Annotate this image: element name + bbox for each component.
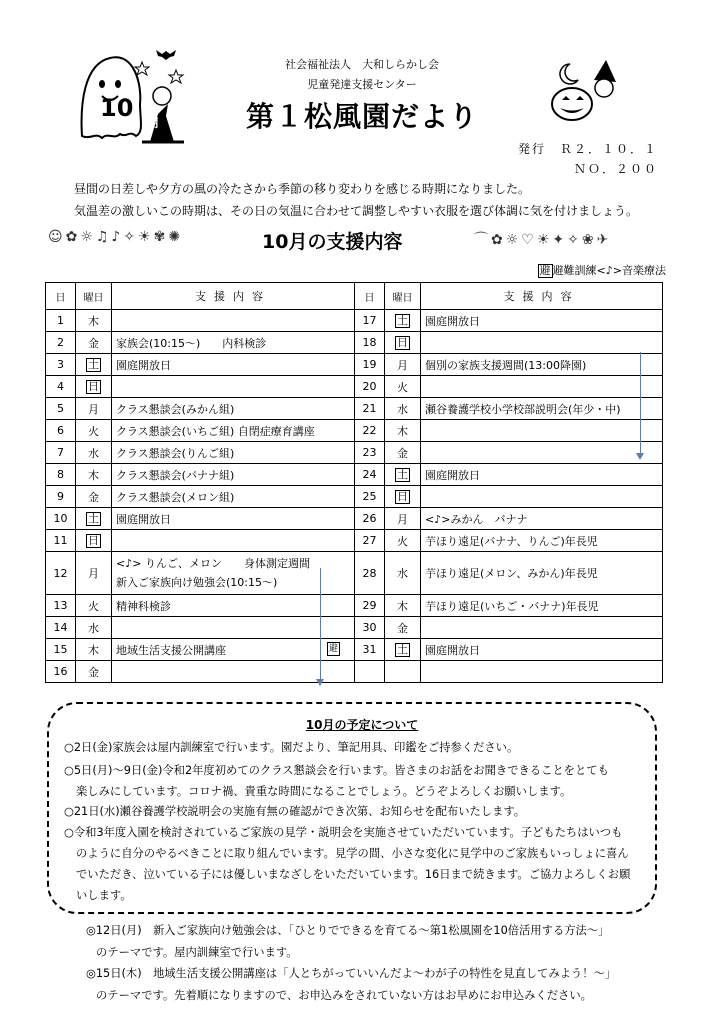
content-text: 個別の家族支援週間(13:00降園) [425, 358, 587, 372]
footer-line: のテーマです。先着順になりますので、お申込みをされていない方はお早めにお申込みください。 [96, 989, 592, 1002]
weekday-cell [76, 530, 112, 552]
table-row [46, 420, 663, 442]
notice-line: でいただき、泣いている子には優しいまなざしをいただいています。16日まで続きます。ご協力よろしくお願 [76, 868, 631, 881]
table-row [46, 486, 663, 508]
weekday-label: 土 [397, 642, 408, 656]
weekday-cell [76, 595, 112, 617]
weekday-label: 月 [88, 567, 99, 580]
content-text: 園庭開放日 [425, 314, 480, 328]
content-cell [421, 530, 663, 552]
day-cell: 9 [46, 486, 76, 508]
content-cell [112, 530, 355, 552]
content-text: クラス懇談会(メロン組) [116, 490, 235, 504]
day-cell: 3 [46, 354, 76, 376]
weekday-label: 火 [397, 534, 408, 548]
header-content: 支援内容 [112, 283, 355, 310]
content-cell [112, 639, 355, 661]
weekday-cell [76, 376, 112, 398]
weekday-label: 金 [397, 446, 408, 460]
content-cell [421, 376, 663, 398]
notice-line: ○21日(水)瀬谷養護学校説明会の実施有無の確認ができ次第、お知らせを配布いたします。 [64, 805, 526, 818]
weekday-cell [385, 552, 421, 595]
day-cell: 22 [355, 420, 385, 442]
header-day: 日 [355, 283, 385, 310]
day-cell: 11 [46, 530, 76, 552]
content-cell [112, 376, 355, 398]
empty-cell [421, 661, 663, 683]
content-cell [421, 552, 663, 595]
content-text: 芋ほり遠足(いちご・バナナ)年長児 [425, 599, 599, 613]
weekday-label: 木 [88, 314, 99, 328]
weekday-label: 土 [88, 511, 99, 525]
empty-cell [355, 661, 385, 683]
weekday-cell [385, 310, 421, 332]
day-cell: 21 [355, 398, 385, 420]
weekday-cell [76, 508, 112, 530]
content-text: クラス懇談会(みかん組) [116, 402, 235, 416]
table-row [46, 530, 663, 552]
footer-line: ◎12日(月) 新入ご家族向け勉強会は、「ひとりでできるを育てる～第1松風園を10倍活用する方法～」 [86, 924, 610, 937]
week-arrow-12 [320, 568, 321, 680]
weekday-label: 火 [88, 599, 99, 613]
table-row [46, 552, 663, 595]
weekday-label: 水 [88, 621, 99, 635]
notice-title: 10月の予定について [305, 718, 419, 732]
table-row [46, 661, 663, 683]
day-cell: 8 [46, 464, 76, 486]
content-cell [112, 420, 355, 442]
content-cell [112, 442, 355, 464]
day-cell: 26 [355, 508, 385, 530]
day-cell: 5 [46, 398, 76, 420]
hat-badge: 月 [148, 116, 161, 130]
content-cell [421, 398, 663, 420]
weekday-label: 火 [88, 424, 99, 438]
decorative-icons-right: ⌒✿☼♡☀✦✧❀✈ [474, 232, 612, 248]
section-title: 10月の支援内容 [262, 231, 403, 253]
day-cell: 27 [355, 530, 385, 552]
header-weekday: 曜日 [385, 283, 421, 310]
intro-line-2: 気温差の激しいこの時期は、その日の気温に合わせて調整しやすい衣服を選び体調に気を付けましょう。 [74, 204, 639, 218]
content-text: 園庭開放日 [425, 643, 480, 657]
weekday-label: 日 [88, 533, 99, 547]
day-cell: 4 [46, 376, 76, 398]
legend [538, 262, 666, 278]
content-cell [421, 420, 663, 442]
day-cell: 15 [46, 639, 76, 661]
notice-line: ○2日(金)家族会は屋内訓練室で行います。園だより、筆記用具、印鑑をご持参ください。 [64, 741, 519, 754]
weekday-cell [385, 617, 421, 639]
day-cell: 7 [46, 442, 76, 464]
weekday-cell [76, 617, 112, 639]
content-text: <♪>みかん バナナ [425, 512, 528, 526]
content-cell [112, 595, 355, 617]
weekday-cell [385, 398, 421, 420]
table-row [46, 332, 663, 354]
table-row [46, 508, 663, 530]
weekday-cell [385, 354, 421, 376]
content-cell [421, 310, 663, 332]
table-row [46, 310, 663, 332]
day-cell: 14 [46, 617, 76, 639]
content-text: 瀬谷養護学校小学校部説明会(年少・中) [425, 402, 621, 416]
weekday-label: 木 [88, 643, 99, 657]
day-cell: 10 [46, 508, 76, 530]
day-cell: 29 [355, 595, 385, 617]
weekday-cell [385, 464, 421, 486]
weekday-label: 金 [88, 336, 99, 350]
weekday-label: 月 [88, 402, 99, 416]
content-cell [112, 310, 355, 332]
content-cell [421, 486, 663, 508]
table-row [46, 442, 663, 464]
table-row [46, 464, 663, 486]
day-cell: 16 [46, 661, 76, 683]
weekday-cell [385, 420, 421, 442]
issue-date: 発行 Ｒ２．１０．１ [517, 142, 658, 156]
weekday-label: 土 [397, 467, 408, 481]
table-row [46, 398, 663, 420]
weekday-label: 金 [88, 490, 99, 504]
header-weekday: 曜日 [76, 283, 112, 310]
newsletter-title: 第１松風園だより [245, 100, 478, 133]
org-name: 社会福祉法人 大和しらかし会 [285, 58, 439, 71]
table-row [46, 617, 663, 639]
content-text: 地域生活支援公開講座 [116, 643, 226, 657]
header-content: 支援内容 [421, 283, 663, 310]
weekday-cell [385, 486, 421, 508]
evacuation-mark: 避 [328, 643, 338, 654]
weekday-label: 土 [88, 357, 99, 371]
day-cell: 6 [46, 420, 76, 442]
content-text: クラス懇談会(バナナ組) [116, 468, 235, 482]
content-text: 芋ほり遠足(メロン、みかん)年長児 [425, 567, 598, 580]
decorative-icons-left: ☺✿☼♫♪✧☀✾✺ [48, 229, 184, 245]
content-cell [112, 508, 355, 530]
table-row [46, 595, 663, 617]
day-cell: 13 [46, 595, 76, 617]
weekday-cell [385, 530, 421, 552]
table-header-row [46, 283, 663, 310]
weekday-label: 日 [88, 379, 99, 393]
content-cell [421, 639, 663, 661]
weekday-label: 木 [397, 599, 408, 613]
weekday-cell [385, 595, 421, 617]
weekday-cell [385, 376, 421, 398]
content-line: <♪> りんご、メロン 身体測定週間 [116, 557, 310, 570]
weekday-label: 月 [397, 358, 408, 372]
weekday-cell [76, 420, 112, 442]
content-text: 園庭開放日 [425, 468, 480, 482]
content-cell [112, 464, 355, 486]
weekday-cell [76, 332, 112, 354]
day-cell: 24 [355, 464, 385, 486]
content-cell [421, 508, 663, 530]
footer-line: ◎15日(木) 地域生活支援公開講座は「人とちがっていいんだよ～わが子の特性を見直してみよう！～」 [86, 967, 617, 980]
center-name: 児童発達支援センター [307, 78, 417, 91]
day-cell: 28 [355, 552, 385, 595]
day-cell: 1 [46, 310, 76, 332]
weekday-cell [76, 310, 112, 332]
notice-line: 楽しみにしています。コロナ禍、貴重な時間になることでしょう。どうぞよろしくお願いします。 [76, 785, 572, 798]
header-day: 日 [46, 283, 76, 310]
day-cell: 20 [355, 376, 385, 398]
weekday-label: 土 [397, 313, 408, 327]
intro-line-1: 昼間の日差しや夕方の風の冷たさから季節の移り変わりを感じる時期になりました。 [74, 182, 531, 196]
evacuation-mark: 避 [539, 264, 551, 277]
weekday-cell [385, 442, 421, 464]
weekday-label: 水 [397, 402, 408, 416]
weekday-cell [76, 552, 112, 595]
weekday-label: 水 [397, 567, 408, 580]
content-cell [112, 398, 355, 420]
content-cell [112, 332, 355, 354]
weekday-cell [76, 486, 112, 508]
content-cell [421, 354, 663, 376]
week-arrow-19 [640, 352, 641, 454]
schedule-table [45, 282, 663, 683]
weekday-cell [76, 442, 112, 464]
content-cell [421, 595, 663, 617]
weekday-cell [76, 354, 112, 376]
day-cell: 12 [46, 552, 76, 595]
table-row [46, 639, 663, 661]
content-cell [112, 552, 355, 595]
content-cell [421, 332, 663, 354]
content-text: 園庭開放日 [116, 512, 171, 526]
footer-line: のテーマです。屋内訓練室で行います。 [96, 946, 298, 959]
content-text: 精神科検診 [116, 599, 171, 613]
notice-line: ○5日(月)～9日(金)令和2年度初めてのクラス懇談会を行います。皆さまのお話をお聞きできることをとても [64, 764, 609, 777]
content-text: 家族会(10:15～) 内科検診 [116, 336, 267, 350]
day-cell: 18 [355, 332, 385, 354]
day-cell: 31 [355, 639, 385, 661]
content-line: 新入ご家族向け勉強会(10:15～) [116, 576, 278, 589]
weekday-label: 金 [88, 665, 99, 679]
day-cell: 23 [355, 442, 385, 464]
weekday-label: 金 [397, 621, 408, 635]
weekday-label: 火 [397, 380, 408, 394]
content-text: クラス懇談会(りんご組) [116, 446, 235, 460]
weekday-cell [385, 332, 421, 354]
weekday-cell [76, 661, 112, 683]
weekday-cell [76, 464, 112, 486]
ghost-badge: 10 [100, 94, 134, 122]
weekday-label: 日 [397, 335, 408, 349]
weekday-cell [385, 639, 421, 661]
weekday-cell [76, 398, 112, 420]
content-cell [112, 486, 355, 508]
issue-number: ＮＯ．２００ [573, 162, 658, 176]
weekday-label: 木 [88, 468, 99, 482]
notice-line: いします。 [76, 889, 132, 902]
weekday-cell [76, 639, 112, 661]
table-row [46, 376, 663, 398]
weekday-cell [385, 508, 421, 530]
legend-text: 避難訓練<♪>音楽療法 [552, 264, 666, 277]
table-row [46, 354, 663, 376]
notice-line: のように自分のやるべきことに取り組んでいます。見学の間、小さな変化に見学中のご家族もいっしょに喜ん [76, 847, 629, 860]
day-cell: 17 [355, 310, 385, 332]
content-cell [421, 464, 663, 486]
content-cell [112, 617, 355, 639]
day-cell: 2 [46, 332, 76, 354]
content-cell [421, 617, 663, 639]
notice-line: ○令和3年度入園を検討されているご家族の見学・説明会を実施させていただいています。子どもたちはいつも [64, 826, 623, 839]
day-cell: 19 [355, 354, 385, 376]
weekday-label: 木 [397, 424, 408, 438]
content-text: 園庭開放日 [116, 358, 171, 372]
empty-cell [385, 661, 421, 683]
content-cell [421, 442, 663, 464]
content-text: クラス懇談会(いちご組) 自閉症療育講座 [116, 424, 315, 438]
content-cell [112, 354, 355, 376]
weekday-label: 日 [397, 489, 408, 503]
weekday-label: 月 [397, 512, 408, 526]
weekday-label: 水 [88, 446, 99, 460]
day-cell: 25 [355, 486, 385, 508]
day-cell: 30 [355, 617, 385, 639]
content-text: 芋ほり遠足(バナナ、りんご)年長児 [425, 534, 598, 548]
